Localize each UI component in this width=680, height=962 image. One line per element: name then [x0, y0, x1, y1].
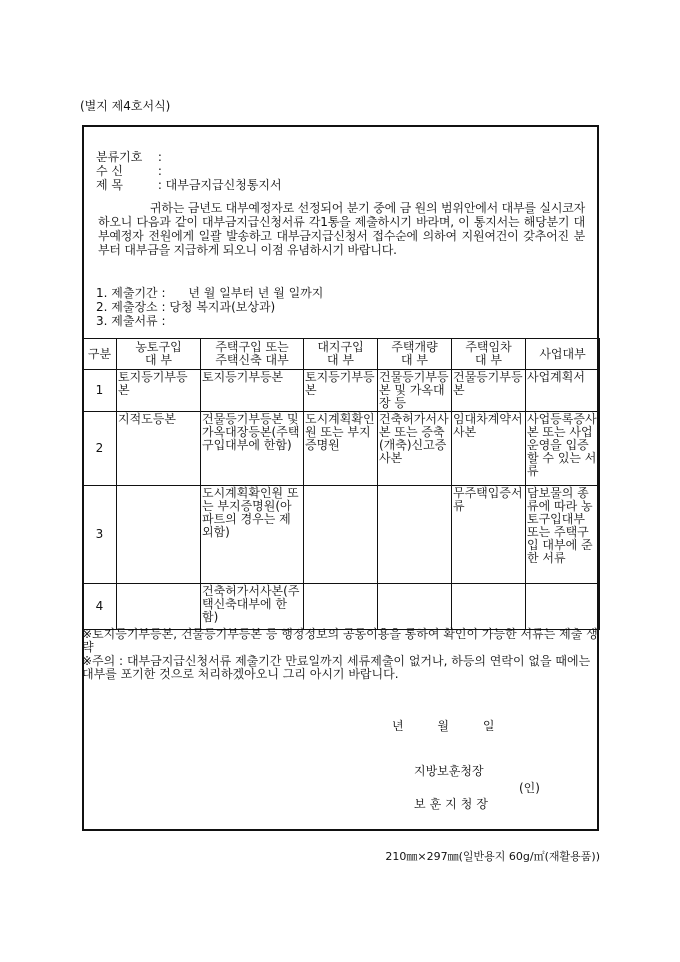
- paper-spec-footer: 210㎜×297㎜(일반용지 60g/㎡(재활용품)): [385, 850, 600, 863]
- table-cell: 도시계획확인원 또는 부지증명원(아파트의 경우는 제외함): [201, 486, 304, 584]
- col-header: 주택개량 대 부: [378, 339, 452, 370]
- table-cell: 임대차계약서사본: [452, 412, 526, 486]
- item-submission-documents: 3. 제출서류 :: [96, 314, 166, 328]
- item-submission-place: 2. 제출장소 : 당청 복지과(보상과): [96, 300, 276, 314]
- table-cell: 토지등기부등본: [304, 370, 378, 412]
- table-cell: [378, 584, 452, 630]
- signature-regional-office: 지방보훈청장: [414, 764, 484, 778]
- table-header-row: [83, 339, 600, 370]
- note-mark: ※: [82, 627, 93, 641]
- table-cell: 건물등기부등본: [452, 370, 526, 412]
- documents-table: [82, 338, 600, 630]
- table-cell: 토지등기부등본: [117, 370, 201, 412]
- table-cell: [452, 584, 526, 630]
- table-cell: [378, 486, 452, 584]
- table-cell: 담보물의 종류에 따라 농토구입대부 또는 주택구입 대부에 준한 서류: [526, 486, 600, 584]
- row-number: 1: [83, 370, 117, 412]
- note-admin-info: ※토지등기부등본, 건물등기부등본 등 행정정보의 공동이용을 통하여 확인이 가능한 서류는 제출 생략: [82, 627, 598, 654]
- table-cell: [117, 584, 201, 630]
- table-cell: [117, 486, 201, 584]
- table-cell: 건축허가서사본(주택신축대부에 한함): [201, 584, 304, 630]
- recipient-label: 수 신: [96, 164, 123, 178]
- header-row-subject: 제 목 : 대부금지급신청통지서: [96, 178, 282, 192]
- table-cell: 사업등록증사본 또는 사업운영을 입증할 수 있는 서류: [526, 412, 600, 486]
- subject-value: 대부금지급신청통지서: [165, 178, 282, 192]
- notice-body: 귀하는 금년도 대부예정자로 선정되어 분기 중에 금 원의 범위안에서 대부를 실시코자 하오니 다음과 같이 대부금지급신청서류 각1통을 제출하시기 바라며, 이 통지서는 해당분기 대부예정자 전원에게 일괄 발송하고 대부금지급신청서 접수순에 의하여 지원여건이 갖추어진 분부터 대부금을 지급하게 되오니 이점 유념하시기 바랍니다.: [98, 201, 585, 257]
- table-cell: 사업계획서: [526, 370, 600, 412]
- table-cell: 지적도등본: [117, 412, 201, 486]
- col-header: 주택구입 또는 주택신축 대부: [201, 339, 304, 370]
- table-cell: [304, 486, 378, 584]
- issue-date: 년 월 일: [392, 719, 495, 733]
- item-submission-period: 1. 제출기간 : 년 월 일부터 년 월 일까지: [96, 286, 324, 300]
- table-cell: 도시계획확인원 또는 부지증명원: [304, 412, 378, 486]
- note-mark: ※주의 :: [82, 654, 124, 668]
- col-header: 농토구입 대 부: [117, 339, 201, 370]
- table-row: [83, 412, 600, 486]
- table-row: [83, 486, 600, 584]
- header-row-classification: 분류기호 :: [96, 150, 162, 164]
- form-number-label: (별지 제4호서식): [80, 99, 171, 113]
- row-number: 3: [83, 486, 117, 584]
- row-number: 2: [83, 412, 117, 486]
- subject-label: 제 목: [96, 178, 123, 192]
- col-header: 사업대부: [526, 339, 600, 370]
- note-caution: ※주의 : 대부금지급신청서류 제출기간 만료일까지 세류제출이 없거나, 하등의 연락이 없을 때에는 대부를 포기한 것으로 처리하겠아오니 그리 아시기 바랍니다.: [82, 654, 591, 681]
- table-cell: 건축허가서사본 또는 증축(개축)신고증사본: [378, 412, 452, 486]
- row-number: 4: [83, 584, 117, 630]
- table-cell: [526, 584, 600, 630]
- col-header: 구분: [83, 339, 117, 370]
- table-row: [83, 370, 600, 412]
- signature-branch-office: 보훈지청장: [414, 797, 492, 811]
- table-cell: 건물등기부등본 및 가옥대장등본(주택구입대부에 한함): [201, 412, 304, 486]
- table-cell: 건물등기부등본 및 가옥대장 등: [378, 370, 452, 412]
- header-row-recipient: 수 신 :: [96, 164, 162, 178]
- table-cell: [304, 584, 378, 630]
- seal-mark: (인): [519, 781, 540, 795]
- table-cell: 무주택입증서류: [452, 486, 526, 584]
- classification-label: 분류기호: [96, 150, 143, 164]
- col-header: 주택임차 대 부: [452, 339, 526, 370]
- col-header: 대지구입 대 부: [304, 339, 378, 370]
- table-row: [83, 584, 600, 630]
- table-cell: 토지등기부등본: [201, 370, 304, 412]
